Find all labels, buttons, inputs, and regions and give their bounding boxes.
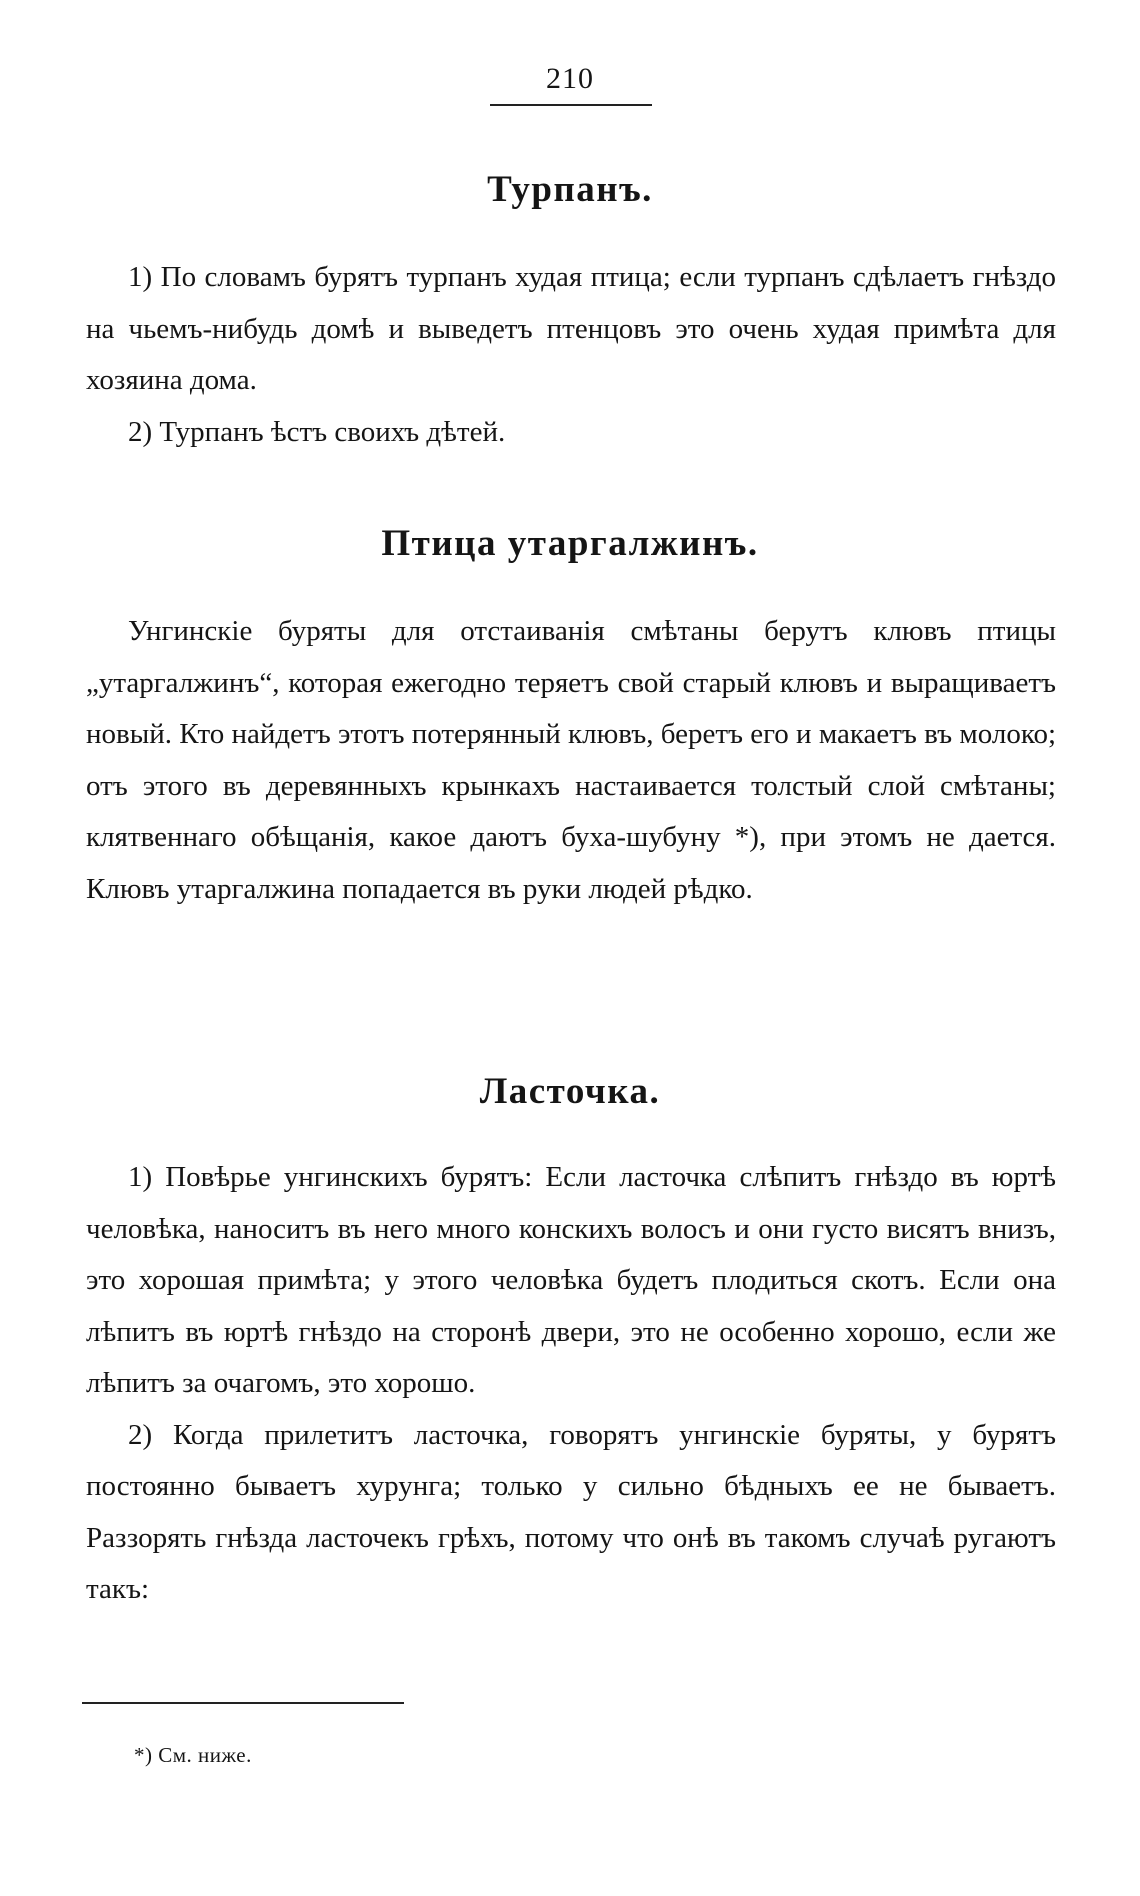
section-body-turpan <box>86 252 1056 458</box>
footnote: *) См. ниже. <box>134 1743 252 1767</box>
page-number: 210 <box>546 62 594 95</box>
paragraph: 2) Турпанъ ѣстъ своихъ дѣтей. <box>128 415 506 448</box>
section-body-utargalzhin <box>86 606 1056 915</box>
section-body-lastochka <box>86 1152 1056 1616</box>
section-heading-utargalzhin: Птица утаргалжинъ. <box>381 523 759 564</box>
footnote-rule <box>82 1702 404 1704</box>
page-number-rule <box>490 104 652 106</box>
paragraph: Унгинскіе буряты для отстаиванія смѣтаны берутъ клювъ птицы „утаргалжинъ“, которая ежегодно теряетъ свой старый клювъ и выращиваетъ новый. Кто найдетъ этотъ потерянный клювъ, беретъ его и макаетъ въ молоко; отъ этого въ деревянныхъ крынкахъ настаивается толстый слой смѣтаны; клятвеннаго обѣщанія, какое даютъ буха-шубуну *), при этомъ не дается. Клювъ утаргалжина попадается въ руки людей рѣдко. <box>86 615 1056 905</box>
section-heading-turpan: Турпанъ. <box>487 169 653 210</box>
paragraph: 2) Когда прилетитъ ласточка, говорятъ унгинскіе буряты, у бурятъ постоянно бываетъ хурунга; только у сильно бѣдныхъ ее не бываетъ. Раззорять гнѣзда ласточекъ грѣхъ, потому что онѣ въ такомъ случаѣ ругаютъ такъ: <box>86 1418 1056 1605</box>
paragraph: 1) Повѣрье унгинскихъ бурятъ: Если ласточка слѣпитъ гнѣздо въ юртѣ человѣка, наноситъ въ него много конскихъ волосъ и они густо висятъ внизъ, это хорошая примѣта; у этого человѣка будетъ плодиться скотъ. Если она лѣпитъ въ юртѣ гнѣздо на сторонѣ двери, это не особенно хорошо, если же лѣпитъ за очагомъ, это хорошо. <box>86 1161 1056 1399</box>
paragraph: 1) По словамъ бурятъ турпанъ худая птица; если турпанъ сдѣлаетъ гнѣздо на чьемъ-нибудь домѣ и выведетъ птенцовъ это очень худая примѣта для хозяина дома. <box>86 261 1056 396</box>
section-heading-lastochka: Ласточка. <box>479 1071 661 1112</box>
